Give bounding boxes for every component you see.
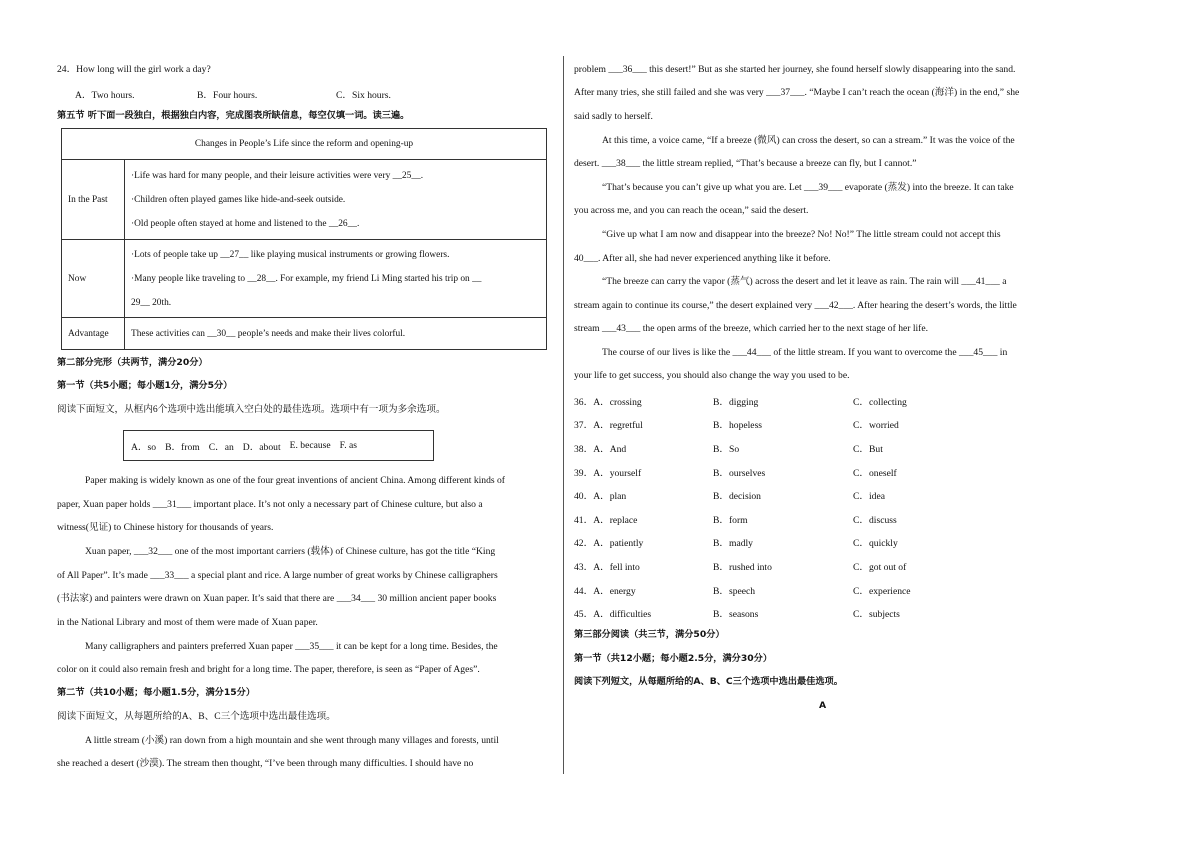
q24-option-c: C．Six hours. [336,90,391,101]
choice-number: 45． [574,609,594,620]
choice-row [574,606,651,620]
choice-c: C．collecting [853,397,907,408]
passage1-line: Many calligraphers and painters preferred Xuan paper ___35___ it can be kept for a long time. Besides, the [85,641,498,652]
word-box [123,430,434,461]
passage2-line: stream ___43___ the open arms of the breeze, which carried her to the next stage of her life. [574,323,929,334]
choice-b: B．speech [713,586,756,597]
passage1-line: witness(见证) to Chinese history for thousands of years. [57,522,274,533]
choice-b: B．So [713,444,740,455]
choice-c: C．But [853,444,883,455]
table-line: ·Life was hard for many people, and their leisure activities were very __25__. [131,170,424,181]
row-label-past: In the Past [62,160,125,240]
choice-number: 39． [574,468,594,479]
part2-sec1-heading: 第一节（共5小题；每小题1分，满分5分） [57,380,233,391]
passage-label: A [819,700,827,711]
choice-b: B．ourselves [713,468,766,479]
question-24: 24．How long will the girl work a day? [57,64,211,75]
choice-c: C．discuss [853,515,897,526]
word-option: F. as [339,440,358,451]
choice-c: C．worried [853,420,899,431]
passage2-line: The course of our lives is like the ___44___ of the little stream. If you want to overcome the ___45___ in [602,347,1008,358]
row-content-now [125,240,547,318]
choice-row [574,535,643,549]
choice-c: C．experience [853,586,911,597]
choice-a: A．yourself [593,468,642,479]
choice-a: A．crossing [593,397,642,408]
passage1-line: color on it could also remain fresh and bright for a long time. The paper, therefore, is seen as “Paper of Ages”. [57,664,480,675]
passage1-line: (书法家) and painters were drawn on Xuan paper. It’s said that there are ___34___ 30 million ancient paper books [57,593,497,604]
row-content-advantage [125,318,547,350]
choice-number: 38． [574,444,594,455]
choice-b: B．madly [713,538,753,549]
choice-c: C．quickly [853,538,898,549]
choice-row [574,394,642,408]
row-label-now: Now [62,240,125,318]
choice-a: A．patiently [593,538,644,549]
choice-b: B．seasons [713,609,759,620]
passage2-line: stream again to continue its course,” the desert explained very ___42___. After hearing the desert’s words, the little [574,300,1017,311]
part3-heading: 第三部分阅读（共三节，满分50分） [574,629,725,640]
choice-a: A．plan [593,491,627,502]
passage2-line: you across me, and you can reach the ocean,” said the desert. [574,205,809,216]
choice-row [574,512,637,526]
choice-number: 41． [574,515,594,526]
choice-c: C．subjects [853,609,900,620]
part3-sec1-instruction: 阅读下列短文，从每题所给的A、B、C三个选项中选出最佳选项。 [574,676,843,687]
q24-option-b: B．Four hours. [197,90,258,101]
choice-a: A．And [593,444,627,455]
passage1-line: of All Paper”. It’s made ___33___ a special plant and rice. A large number of great works by Chinese calligraphers [57,570,498,581]
passage2-line: After many tries, she still failed and she was very ___37___. “Maybe I can’t reach the ocean (海洋) in the end,” she [574,87,1020,98]
passage2-line: At this time, a voice came, “If a breeze (微风) can cross the desert, so can a stream.” It was the voice of the [602,135,1015,146]
passage2-line: desert. ___38___ the little stream replied, “That’s because a breeze can fly, but I cannot.” [574,158,917,169]
choice-a: A．regretful [593,420,643,431]
choice-row [574,417,643,431]
choice-b: B．digging [713,397,759,408]
choice-b: B．rushed into [713,562,772,573]
word-option: A．so [131,441,157,453]
passage2-line: 40___. After all, she had never experienced anything like it before. [574,253,831,264]
choice-row [574,559,640,573]
choice-row [574,488,626,502]
choice-a: A．energy [593,586,636,597]
choice-number: 40． [574,491,594,502]
word-option: B．from [165,441,200,453]
choice-b: B．form [713,515,748,526]
choice-number: 37． [574,420,594,431]
choice-b: B．hopeless [713,420,763,431]
choice-row [574,465,641,479]
word-option: C．an [208,441,234,453]
table-line: These activities can __30__ people’s needs and make their lives colorful. [131,328,406,339]
table-line: ·Lots of people take up __27__ like playing musical instruments or growing flowers. [131,249,450,260]
choice-b: B．decision [713,491,761,502]
passage1-line: Xuan paper, ___32___ one of the most important carriers (载体) of Chinese culture, has got the title “King [85,546,496,557]
passage2-line: A little stream (小溪) ran down from a high mountain and she went through many villages and forests, until [85,735,499,746]
passage2-line: “The breeze can carry the vapor (蒸气) across the desert and let it leave as rain. The rain will ___41___ a [602,276,1007,287]
choice-number: 36． [574,397,594,408]
choice-a: A．fell into [593,562,640,573]
choice-number: 43． [574,562,594,573]
table-title: Changes in People’s Life since the reform and opening-up [62,129,547,160]
word-option: D．about [242,441,281,453]
choice-a: A．replace [593,515,638,526]
part2-sec1-instruction: 阅读下面短文，从框内6个选项中选出能填入空白处的最佳选项。选项中有一项为多余选项。 [57,404,446,415]
passage1-line: paper, Xuan paper holds ___31___ important place. It’s not only a necessary part of Chinese culture, but also a [57,499,483,510]
choice-row [574,441,626,455]
row-content-past [125,160,547,240]
table-line: ·Many people like traveling to __28__. For example, my friend Li Ming started his trip on __ [131,273,482,284]
choice-c: C．idea [853,491,885,502]
choice-row [574,583,636,597]
choice-number: 44． [574,586,594,597]
q24-option-a: A．Two hours. [75,90,135,101]
passage2-line: said sadly to herself. [574,111,653,122]
choice-number: 42． [574,538,594,549]
passage2-line: “Give up what I am now and disappear into the breeze? No! No!” The little stream could not accept this [602,229,1001,240]
passage2-line: “That’s because you can’t give up what you are. Let ___39___ evaporate (蒸发) into the breeze. It can take [602,182,1014,193]
choice-c: C．oneself [853,468,897,479]
word-option: E. because [289,440,331,451]
part2-sec2-instruction: 阅读下面短文，从每题所给的A、B、C三个选项中选出最佳选项。 [57,711,336,722]
info-table [61,128,547,350]
part2-sec2-heading: 第二节（共10小题；每小题1.5分，满分15分） [57,687,256,698]
passage1-line: Paper making is widely known as one of the four great inventions of ancient China. Among different kinds of [85,475,505,486]
passage1-line: in the National Library and most of them were made of Xuan paper. [57,617,318,628]
passage2-line: problem ___36___ this desert!” But as she started her journey, she found herself slowly disappearing into the sand. [574,64,1016,75]
choice-c: C．got out of [853,562,907,573]
section5-heading: 第五节 听下面一段独白，根据独白内容，完成图表所缺信息，每空仅填一词。读三遍。 [57,110,410,121]
table-line: ·Children often played games like hide-and-seek outside. [131,194,346,205]
table-line: 29__ 20th. [131,297,172,308]
column-divider [563,56,564,774]
passage2-line: your life to get success, you should also change the way you used to be. [574,370,850,381]
part3-sec1-heading: 第一节（共12小题；每小题2.5分，满分30分） [574,653,773,664]
row-label-advantage: Advantage [62,318,125,350]
part2-heading: 第二部分完形（共两节，满分20分） [57,357,208,368]
choice-a: A．difficulties [593,609,652,620]
passage2-line: she reached a desert (沙漠). The stream then thought, “I’ve been through many difficulties. I should have no [57,758,474,769]
table-line: ·Old people often stayed at home and listened to the __26__. [131,218,360,229]
